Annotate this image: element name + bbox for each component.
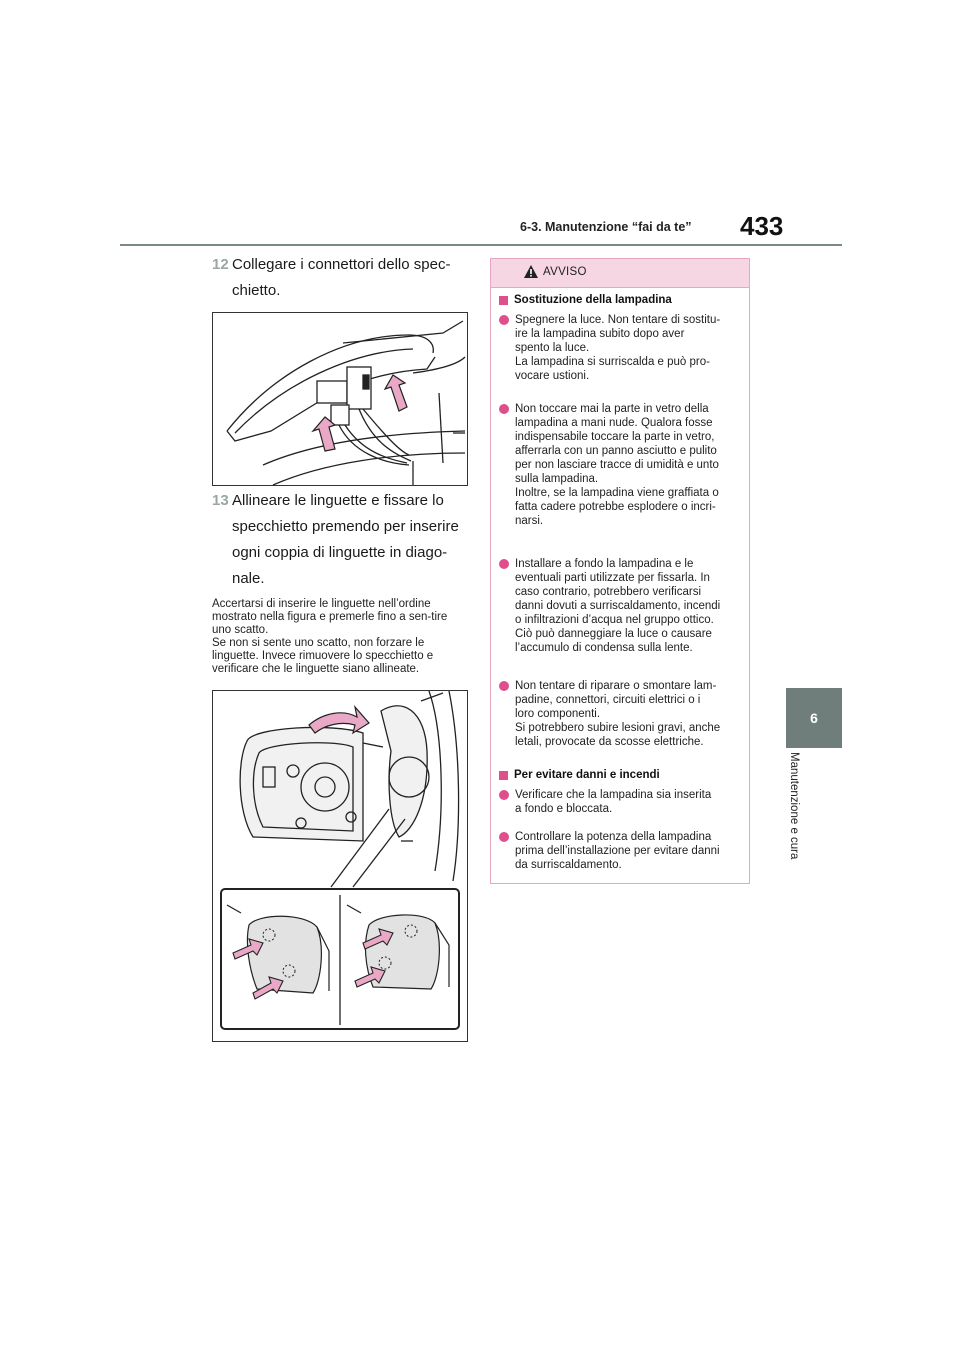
bullet-icon <box>499 559 509 569</box>
bullet-icon <box>499 681 509 691</box>
square-bullet-icon <box>499 296 508 305</box>
mirror-figure <box>212 690 468 1042</box>
warning-icon <box>523 264 539 279</box>
page-number: 433 <box>740 211 784 241</box>
chapter-label: Manutenzione e cura <box>788 752 800 860</box>
warning-bullet: Controllare la potenza della lampadina prima dell’installazione per evitare danni da surriscaldamento. <box>499 830 743 872</box>
step-12 <box>212 252 470 304</box>
warning-bullet: Verificare che la lampadina sia inserita a fondo e bloccata. <box>499 788 743 816</box>
warning-bullet: Installare a fondo la lampadina e le eventuali parti utilizzate per fissarla. In caso contrario, potrebbero verificarsi danni dovuti a surriscaldamento, incendi o infiltrazioni d’acqua nel gruppo ottico. Ciò può danneggiare la luce o causare l’accumulo di condensa sulla lente. <box>499 557 743 655</box>
connector-illustration <box>213 313 467 485</box>
bullet-icon <box>499 404 509 414</box>
section-title: 6-3. Manutenzione “fai da te” <box>520 220 692 234</box>
connector-figure <box>212 312 468 486</box>
chapter-tab[interactable] <box>786 688 842 748</box>
bullet-icon <box>499 315 509 325</box>
chapter-label-wrapper <box>788 752 808 892</box>
warning-header <box>491 259 749 288</box>
step-number: 13 <box>212 492 229 509</box>
note-no-force: Se non si sente uno scatto, non forzare le linguette. Invece rimuovere lo specchietto e verificare che le linguette siano allineate. <box>212 637 434 675</box>
warning-label: AVVISO <box>543 266 587 278</box>
warning-bullet: Non tentare di riparare o smontare lam- padine, connettori, circuiti elettrici o i loro componenti. Si potrebbero subire lesioni gravi, anche letali, provocate da scosse elettriche. <box>499 679 743 749</box>
warning-heading-lamp: Sostituzione della lampadina <box>499 294 672 306</box>
square-bullet-icon <box>499 771 508 780</box>
note-order: Accertarsi di inserire le linguette nell’ordine mostrato nella figura e premerle fino a sen-tire uno scatto. <box>212 598 448 636</box>
warning-heading-fire: Per evitare danni e incendi <box>499 769 660 781</box>
step-13 <box>212 488 470 592</box>
chapter-number: 6 <box>810 710 818 726</box>
step-number: 12 <box>212 256 229 273</box>
warning-box <box>490 258 750 884</box>
bullet-icon <box>499 790 509 800</box>
header-rule <box>120 244 842 246</box>
step-text: Allineare le linguette e fissare lo specchietto premendo per inserire ogni coppia di linguette in diago- nale. <box>232 492 459 587</box>
mirror-illustration <box>213 691 467 1041</box>
warning-bullet: Spegnere la luce. Non tentare di sostitu- ire la lampadina subito dopo aver spento la luce. La lampadina si surriscalda e può pro- vocare ustioni. <box>499 313 743 383</box>
warning-bullet: Non toccare mai la parte in vetro della lampadina a mani nude. Qualora fosse indispensabile toccare la parte in vetro, afferrarla con un panno asciutto e pulito per non lasciare tracce di umidità e unto sulla lampadina. Inoltre, se la lampadina viene graffiata o fatta cadere potrebbe esplodere o incri- narsi. <box>499 402 743 528</box>
step-text: Collegare i connettori dello spec- chietto. <box>232 256 451 299</box>
bullet-icon <box>499 832 509 842</box>
